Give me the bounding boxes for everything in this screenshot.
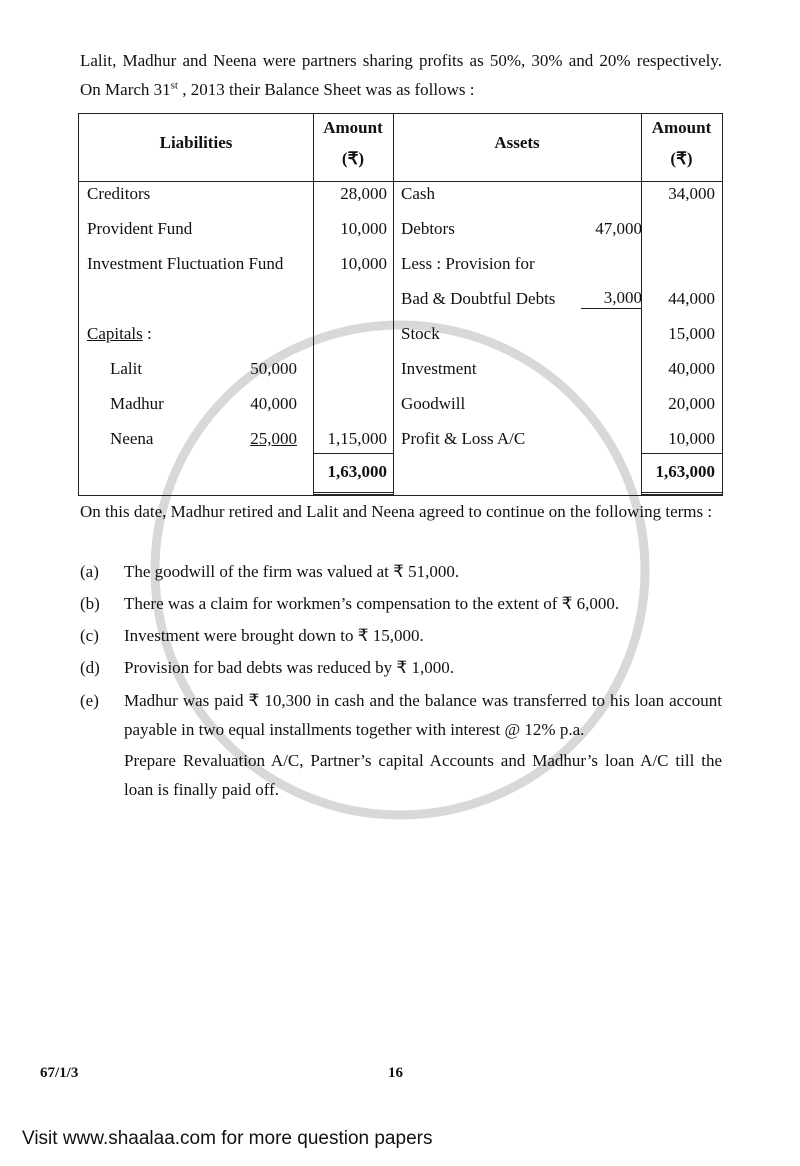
capital-value: 50,000 [250,359,297,378]
asset-label: Bad & Doubtful Debts [401,289,556,308]
liability-label: Investment Fluctuation Fund [87,254,284,273]
paper-code: 67/1/3 [40,1065,79,1081]
liability-amount: 10,000 [340,219,387,238]
header-currency-left: (₹) [341,149,365,168]
header-liabilities: Liabilities [159,133,233,152]
asset-label: Profit & Loss A/C [401,429,526,448]
asset-label: Less : Provision for [401,254,535,273]
asset-label: Debtors [401,219,455,238]
capital-value: 25,000 [250,429,297,448]
asset-label: Investment [401,359,477,378]
liability-label: Creditors [87,184,151,203]
asset-label: Goodwill [401,394,466,413]
asset-amount: 15,000 [668,324,715,343]
capital-name: Neena [110,429,154,448]
liability-amount: 28,000 [340,184,387,203]
page-number: 16 [388,1065,403,1081]
total-assets: 1,63,000 [655,462,715,481]
question-page: Lalit, Madhur and Neena were partners sharing profits as 50%, 30% and 20% respectively. On March 31st , 2013 their Balance Sheet was as follows : Liabilities Amount (₹) Assets Amount (₹) Creditors 28,000 Provident Fund 10,000 Investment Fluctuation Fund 10,000 Capitals : Lalit 50,000 Madhur 40,000 Neena 25,000 1,15,000 1,63,000 Cash 34,000 Debtors 47,000 Less : Provision for Bad & Doubtful Debts 3,000 44,000 Stock 15,000 Investment 40,000 Goodwill 20,000 Profit & Loss A/C 10,000 1,63,000 On this date, Madhur retired and Lalit and Neena agreed to continue on the following terms : (a) The goodwill of the firm was valued at ₹ 51,000. (b) There was a claim for workmen’s compensation to the extent of ₹ 6,000. (c) Investment were brought down to ₹ 15,000. (d) Provision for bad debts was reduced by ₹ 1,000. (e) Madhur was paid ₹ 10,300 in cash and the balance was transferred to his loan account payable in two equal installments together with interest @ 12% p.a. Prepare Revaluation A/C, Partner’s capital Accounts and Madhur’s loan A/C till the loan is finally paid off. 67/1/3 16 Visit www.shaalaa.com for more question papers [0,0,800,1166]
balance-sheet-table [78,113,723,496]
visit-banner: Visit www.shaalaa.com for more question papers [22,1128,433,1149]
header-amount-right: Amount [651,118,712,137]
capital-value: 40,000 [250,394,297,413]
asset-label: Cash [401,184,435,203]
debtors-value: 47,000 [595,219,642,238]
asset-amount: 40,000 [668,359,715,378]
header-currency-right: (₹) [670,149,693,168]
capital-name: Lalit [110,359,143,378]
asset-amount: 20,000 [668,394,715,413]
asset-amount: 10,000 [668,429,715,448]
total-liabilities: 1,63,000 [327,462,387,481]
liability-amount: 10,000 [340,254,387,273]
capitals-total: 1,15,000 [327,429,387,448]
asset-amount: 34,000 [668,184,715,203]
liability-label: Provident Fund [87,219,193,238]
capitals-heading: Capitals : [87,324,152,343]
provision-value: 3,000 [581,288,642,309]
header-amount-left: Amount [323,118,383,137]
capital-name: Madhur [110,394,164,413]
after-text: On this date, Madhur retired and Lalit and Neena agreed to continue on the following terms : [80,502,713,521]
asset-label: Stock [401,324,440,343]
intro-text: Lalit, Madhur and Neena were partners sharing profits as 50%, 30% and 20% respectively. On March 31st , 2013 their Balance Sheet was as follows : [80,51,722,99]
asset-amount: 44,000 [668,289,715,308]
header-assets: Assets [494,133,540,152]
